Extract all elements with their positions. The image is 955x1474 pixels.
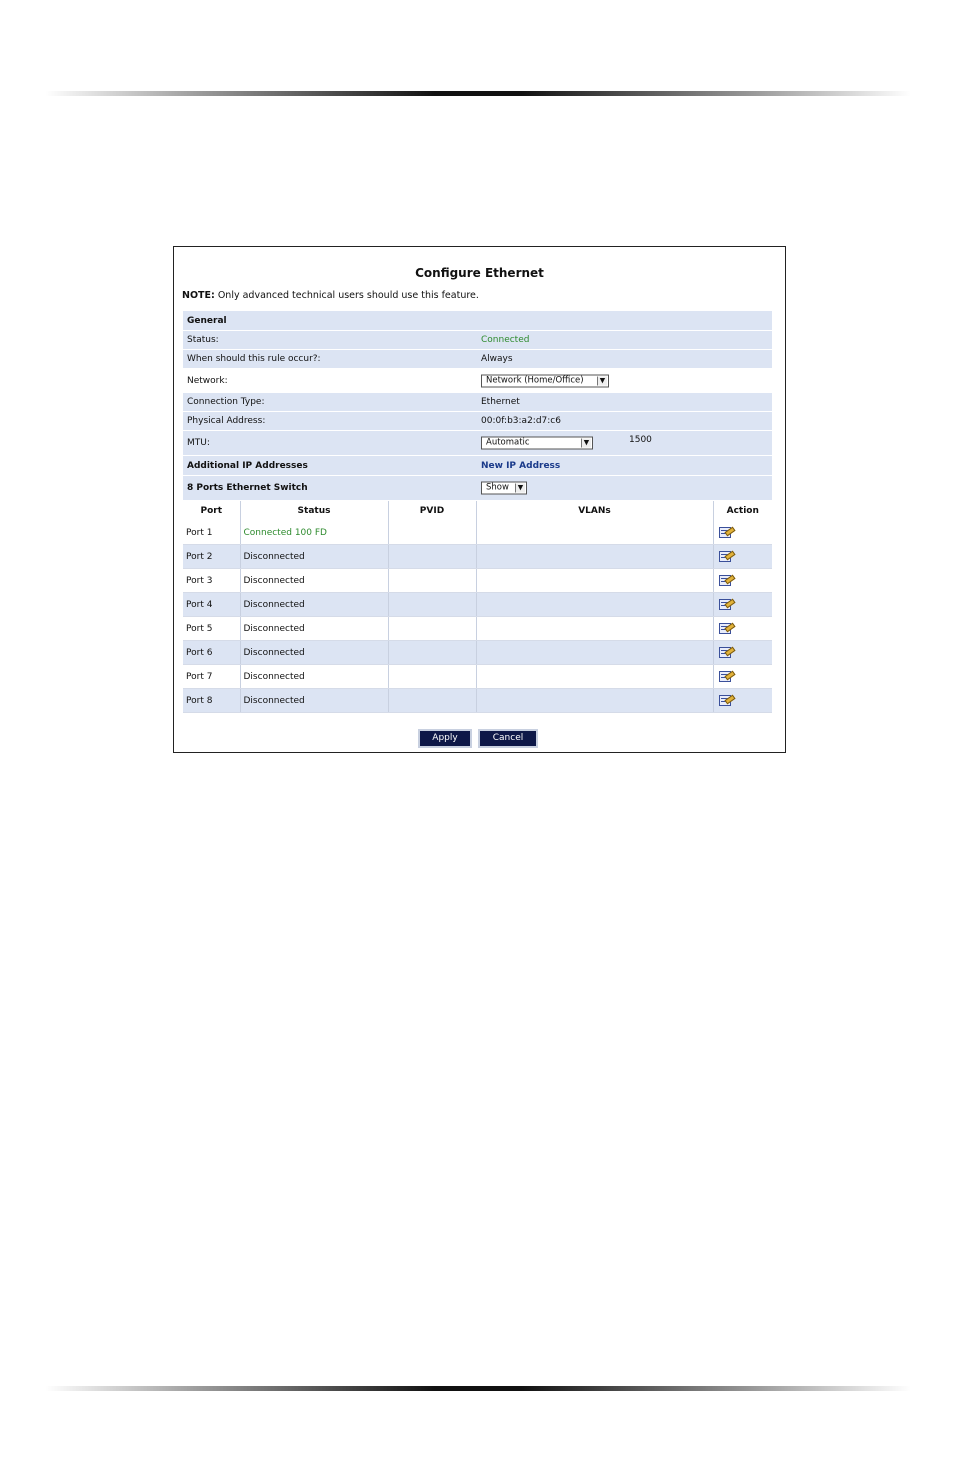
chevron-down-icon: ▼ <box>597 376 607 385</box>
physical-address-row <box>183 412 772 431</box>
port-status-cell: Connected 100 FD <box>240 521 388 545</box>
switch-select-value: Show <box>486 482 509 493</box>
dialog-title: Configure Ethernet <box>415 266 544 280</box>
chevron-down-icon: ▼ <box>515 484 525 493</box>
table-row <box>183 641 772 665</box>
new-ip-address-link[interactable]: New IP Address <box>481 460 561 471</box>
mtu-select-value: Automatic <box>486 437 530 448</box>
table-row <box>183 569 772 593</box>
status-label: Status: <box>187 335 219 345</box>
mtu-value: 1500 <box>629 435 652 446</box>
header-vlans: VLANs <box>476 501 713 521</box>
header-port: Port <box>183 501 240 521</box>
pvid-cell <box>388 617 476 641</box>
edit-icon[interactable] <box>719 549 732 561</box>
switch-row <box>183 476 772 501</box>
switch-show-select[interactable] <box>481 482 527 495</box>
mtu-select[interactable] <box>481 437 593 450</box>
action-cell <box>713 569 772 593</box>
network-select[interactable] <box>481 374 609 387</box>
port-cell: Port 3 <box>183 569 240 593</box>
network-row <box>183 369 772 393</box>
pvid-cell <box>388 689 476 713</box>
table-row <box>183 689 772 713</box>
vlans-cell <box>476 593 713 617</box>
configure-ethernet-dialog <box>173 246 786 753</box>
vlans-cell <box>476 617 713 641</box>
action-cell <box>713 689 772 713</box>
connection-type-value: Ethernet <box>481 397 520 407</box>
physical-address-label: Physical Address: <box>187 416 266 426</box>
bottom-divider <box>45 1386 911 1391</box>
physical-address-value: 00:0f:b3:a2:d7:c6 <box>481 416 561 426</box>
vlans-cell <box>476 569 713 593</box>
port-cell: Port 6 <box>183 641 240 665</box>
edit-icon[interactable] <box>719 669 732 681</box>
pvid-cell <box>388 569 476 593</box>
chevron-down-icon: ▼ <box>581 439 591 448</box>
general-header-row <box>183 311 772 331</box>
table-header-row <box>183 501 772 521</box>
switch-label: 8 Ports Ethernet Switch <box>187 483 308 493</box>
port-status-cell: Disconnected <box>240 545 388 569</box>
header-pvid: PVID <box>388 501 476 521</box>
vlans-cell <box>476 689 713 713</box>
note-body: Only advanced technical users should use this feature. <box>214 290 479 301</box>
edit-icon[interactable] <box>719 597 732 609</box>
port-status-cell: Disconnected <box>240 569 388 593</box>
top-divider <box>45 91 911 96</box>
vlans-cell <box>476 665 713 689</box>
network-select-value: Network (Home/Office) <box>486 375 584 385</box>
apply-button[interactable]: Apply <box>418 729 472 748</box>
vlans-cell <box>476 521 713 545</box>
note-text <box>182 290 479 301</box>
vlans-cell <box>476 545 713 569</box>
pvid-cell <box>388 521 476 545</box>
table-row <box>183 617 772 641</box>
action-cell <box>713 521 772 545</box>
mtu-row <box>183 431 772 456</box>
connection-type-row <box>183 393 772 412</box>
action-cell <box>713 545 772 569</box>
table-row <box>183 665 772 689</box>
status-value: Connected <box>481 335 530 345</box>
port-cell: Port 8 <box>183 689 240 713</box>
rule-row <box>183 350 772 369</box>
edit-icon[interactable] <box>719 645 732 657</box>
port-cell: Port 2 <box>183 545 240 569</box>
cancel-button[interactable]: Cancel <box>478 729 538 748</box>
action-cell <box>713 641 772 665</box>
mtu-label: MTU: <box>187 438 210 448</box>
note-label: NOTE: <box>182 290 215 301</box>
connection-type-label: Connection Type: <box>187 397 265 407</box>
port-cell: Port 4 <box>183 593 240 617</box>
status-row <box>183 331 772 350</box>
pvid-cell <box>388 593 476 617</box>
header-status: Status <box>240 501 388 521</box>
port-cell: Port 7 <box>183 665 240 689</box>
general-header: General <box>187 315 227 326</box>
vlans-cell <box>476 641 713 665</box>
port-status-cell: Disconnected <box>240 689 388 713</box>
pvid-cell <box>388 545 476 569</box>
rule-value: Always <box>481 354 513 364</box>
pvid-cell <box>388 665 476 689</box>
additional-ip-row <box>183 456 772 476</box>
action-cell <box>713 617 772 641</box>
rule-label: When should this rule occur?: <box>187 354 321 364</box>
port-cell: Port 5 <box>183 617 240 641</box>
edit-icon[interactable] <box>719 573 732 585</box>
port-status-cell: Disconnected <box>240 665 388 689</box>
additional-ip-label: Additional IP Addresses <box>187 460 308 471</box>
pvid-cell <box>388 641 476 665</box>
port-status-cell: Disconnected <box>240 617 388 641</box>
edit-icon[interactable] <box>719 693 732 705</box>
action-cell <box>713 665 772 689</box>
table-row <box>183 545 772 569</box>
action-cell <box>713 593 772 617</box>
port-status-cell: Disconnected <box>240 641 388 665</box>
table-row <box>183 593 772 617</box>
ports-table <box>183 501 772 713</box>
network-label: Network: <box>187 375 228 386</box>
header-action: Action <box>713 501 772 521</box>
edit-icon[interactable] <box>719 621 732 633</box>
port-cell: Port 1 <box>183 521 240 545</box>
table-row <box>183 521 772 545</box>
port-status-cell: Disconnected <box>240 593 388 617</box>
edit-icon[interactable] <box>719 525 732 537</box>
